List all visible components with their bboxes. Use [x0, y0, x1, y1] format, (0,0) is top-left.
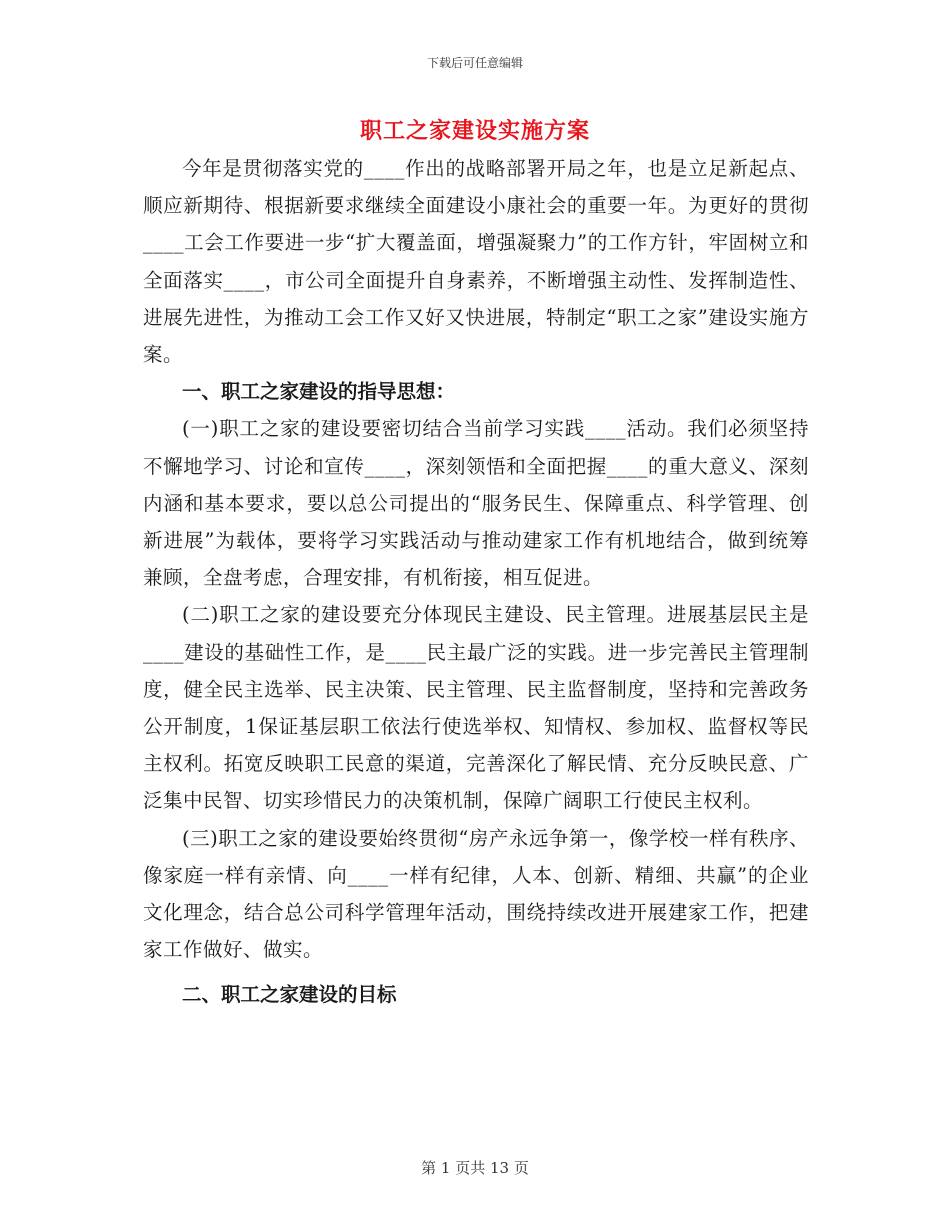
- section-heading-goals: 二、职工之家建设的目标: [182, 983, 397, 1007]
- document-body: [143, 150, 809, 1014]
- intro-paragraph: 今年是贯彻落实党的____作出的战略部署开局之年，也是立足新起点、顺应新期待、根据新要求继续全面建设小康社会的重要一年。为更好的贯彻____工会工作要进一步“扩大覆盖面，增强凝聚力”的工作方针，牢固树立和全面落实____，市公司全面提升自身素养，不断增强主动性、发挥制造性、进展先进性，为推动工会工作又好又快进展，特制定“职工之家”建设实施方案。: [143, 157, 809, 367]
- page-number: 第 1 页共 13 页: [421, 1159, 529, 1177]
- item-paragraph-3: (三)职工之家的建设要始终贯彻“房产永远争第一，像学校一样有秩序、像家庭一样有亲情、向____一样有纪律，人本、创新、精细、共赢”的企业文化理念，结合总公司科学管理年活动，围绕持续改进开展建家工作，把建家工作做好、做实。: [143, 826, 809, 962]
- document-title: 职工之家建设实施方案: [359, 118, 590, 144]
- item-paragraph-1: (一)职工之家的建设要密切结合当前学习实践____活动。我们必须坚持不懈地学习、讨论和宣传____，深刻领悟和全面把握____的重大意义、深刻内涵和基本要求，要以总公司提出的“服务民生、保障重点、科学管理、创新进展”为载体，要将学习实践活动与推动建家工作有机地结合，做到统筹兼顾，全盘考虑，合理安排，有机衔接，相互促进。: [143, 417, 809, 590]
- item-paragraph-2: (二)职工之家的建设要充分体现民主建设、民主管理。进展基层民主是____建设的基础性工作，是____民主最广泛的实践。进一步完善民主管理制度，健全民主选举、民主决策、民主管理、民主监督制度，坚持和完善政务公开制度，1保证基层职工依法行使选举权、知情权、参加权、监督权等民主权利。拓宽反映职工民意的渠道，完善深化了解民情、充分反映民意、广泛集中民智、切实珍惜民力的决策机制，保障广阔职工行使民主权利。: [143, 603, 809, 813]
- section-heading-guiding-ideology: 一、职工之家建设的指导思想：: [182, 380, 456, 404]
- page-header: 下载后可任意编辑: [426, 56, 523, 70]
